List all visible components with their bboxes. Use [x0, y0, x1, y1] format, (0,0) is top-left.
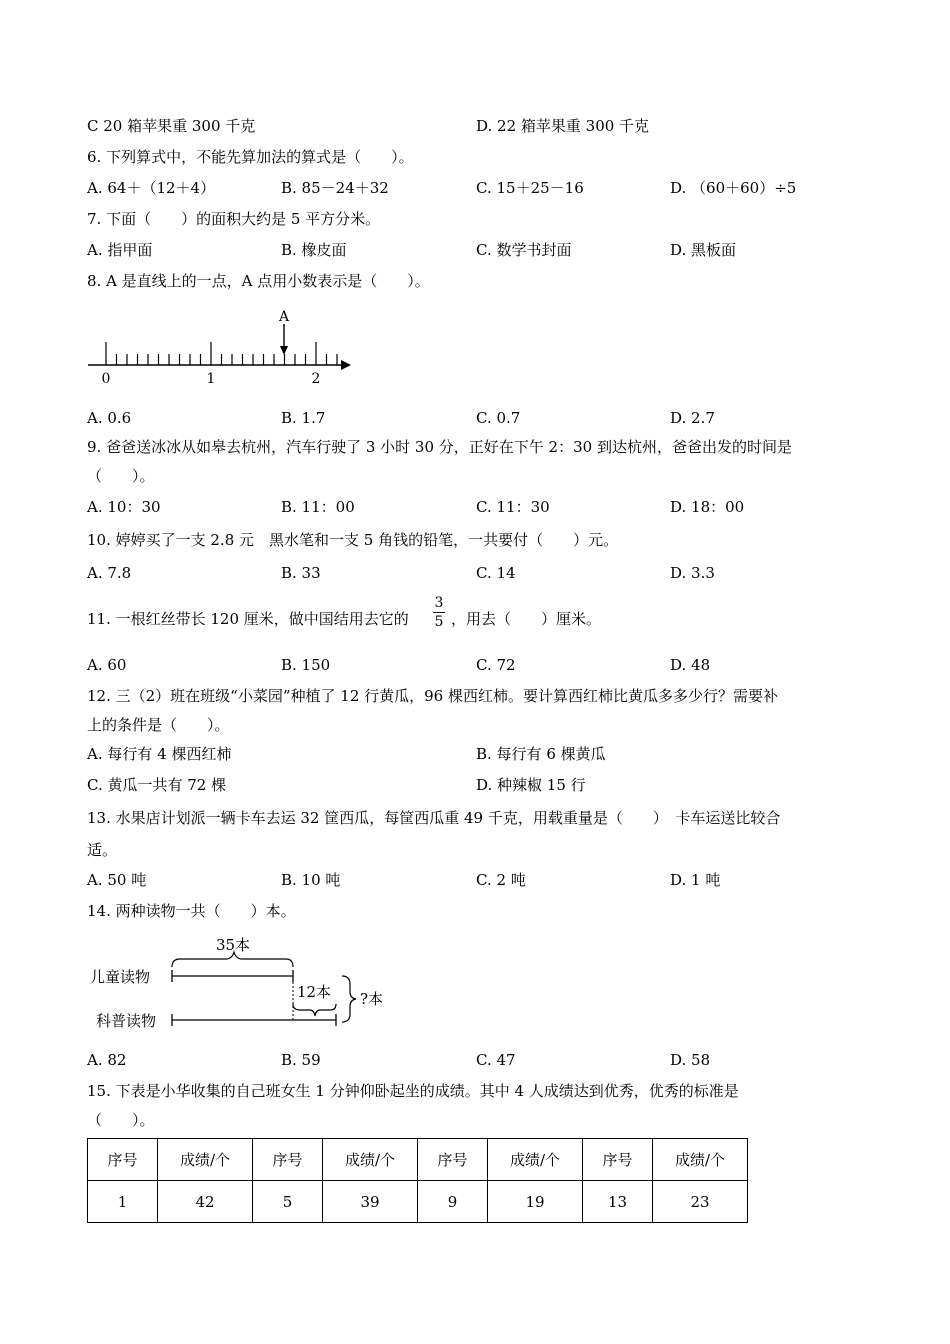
q13-option-a: A. 50 吨 [87, 871, 147, 889]
fraction-denominator: 5 [434, 614, 444, 630]
q10-option-c: C. 14 [476, 564, 516, 582]
table-row [88, 1181, 748, 1223]
q8-question: 8. A 是直线上的一点，A 点用小数表示是（ ）。 [87, 272, 430, 290]
q12-question: 12. 三（2）班在班级“小菜园”种植了 12 行黄瓜，96 棵西红柿。要计算西红柿比黄瓜多多少行？需要补 [87, 687, 778, 705]
q10-option-d: D. 3.3 [670, 564, 715, 582]
q11-fraction [432, 594, 446, 631]
q6-option-a: A. 64＋（12＋4） [87, 179, 216, 197]
table-cell: 19 [488, 1181, 583, 1223]
line-segment-diagram [90, 930, 400, 1035]
q13-option-d: D. 1 吨 [670, 871, 721, 889]
q8-option-d: D. 2.7 [670, 409, 715, 427]
number-line-marker-label: A [278, 309, 290, 325]
q6-option-d: D. （60＋60）÷5 [670, 179, 797, 197]
q15-question-cont: （ ）。 [87, 1111, 155, 1129]
q9-option-b: B. 11：00 [281, 498, 355, 516]
q11-question-part2: ，用去（ ）厘米。 [451, 610, 602, 628]
number-line-marker [278, 309, 290, 355]
table-header-cell: 序号 [253, 1139, 323, 1181]
q7-option-a: A. 指甲面 [87, 241, 153, 259]
q7-option-d: D. 黑板面 [670, 241, 737, 259]
table-cell: 13 [583, 1181, 653, 1223]
table-header-cell: 序号 [418, 1139, 488, 1181]
tick-label-0: 0 [101, 371, 111, 387]
number-line-figure [85, 302, 360, 394]
tick-label-1: 1 [206, 371, 216, 387]
brace-label-35: 35本 [215, 936, 251, 954]
q9-question: 9. 爸爸送冰冰从如皋去杭州，汽车行驶了 3 小时 30 分，正好在下午 2：30 到达杭州，爸爸出发的时间是 [87, 438, 792, 456]
table-header-cell: 序号 [583, 1139, 653, 1181]
q12-question-cont: 上的条件是（ ）。 [87, 716, 230, 734]
q6-option-c: C. 15＋25－16 [476, 179, 584, 197]
q9-option-c: C. 11：30 [476, 498, 550, 516]
q13-option-c: C. 2 吨 [476, 871, 526, 889]
number-line-ticks [106, 342, 337, 365]
q14-option-c: C. 47 [476, 1051, 516, 1069]
brace-label-12: 12本 [296, 983, 332, 1001]
q13-option-b: B. 10 吨 [281, 871, 341, 889]
q7-question: 7. 下面（ ）的面积大约是 5 平方分米。 [87, 210, 381, 228]
q7-option-b: B. 橡皮面 [281, 241, 347, 259]
q8-option-c: C. 0.7 [476, 409, 521, 427]
table-header-row [88, 1139, 748, 1181]
q5-option-c: C 20 箱苹果重 300 千克 [87, 117, 256, 135]
table-cell: 23 [653, 1181, 748, 1223]
row-label-science-books: 科普读物 [96, 1012, 157, 1030]
table-cell: 1 [88, 1181, 158, 1223]
q13-question: 13. 水果店计划派一辆卡车去运 32 筐西瓜，每筐西瓜重 49 千克，用载重量是（ ） 卡车运送比较合 [87, 809, 781, 827]
row-label-children-books: 儿童读物 [90, 968, 151, 986]
table-cell: 42 [158, 1181, 253, 1223]
q8-option-a: A. 0.6 [87, 409, 132, 427]
q14-option-a: A. 82 [87, 1051, 127, 1069]
q11-option-b: B. 150 [281, 656, 331, 674]
q12-option-b: B. 每行有 6 棵黄瓜 [476, 745, 606, 763]
q10-question: 10. 婷婷买了一支 2.8 元 黑水笔和一支 5 角钱的铅笔，一共要付（ ）元。 [87, 531, 619, 549]
total-label: ?本 [360, 990, 384, 1008]
q14-option-b: B. 59 [281, 1051, 321, 1069]
q12-option-a: A. 每行有 4 棵西红柿 [87, 745, 232, 763]
q11-option-d: D. 48 [670, 656, 711, 674]
table-header-cell: 成绩/个 [488, 1139, 583, 1181]
q9-option-d: D. 18：00 [670, 498, 745, 516]
q8-option-b: B. 1.7 [281, 409, 326, 427]
q15-question: 15. 下表是小华收集的自己班女生 1 分钟仰卧起坐的成绩。其中 4 人成绩达到优秀，优秀的标准是 [87, 1082, 739, 1100]
table-cell: 39 [323, 1181, 418, 1223]
table-header-cell: 成绩/个 [323, 1139, 418, 1181]
q13-question-cont: 适。 [87, 841, 118, 859]
total-brace [342, 976, 356, 1022]
q12-option-c: C. 黄瓜一共有 72 棵 [87, 776, 227, 794]
scores-table [87, 1138, 748, 1223]
q14-question: 14. 两种读物一共（ ）本。 [87, 902, 296, 920]
q5-option-d: D. 22 箱苹果重 300 千克 [476, 117, 650, 135]
fraction-bar [433, 612, 445, 613]
q9-option-a: A. 10：30 [87, 498, 161, 516]
table-header-cell: 序号 [88, 1139, 158, 1181]
table-header-cell: 成绩/个 [158, 1139, 253, 1181]
table-cell: 9 [418, 1181, 488, 1223]
table-cell: 5 [253, 1181, 323, 1223]
q6-question: 6. 下列算式中，不能先算加法的算式是（ ）。 [87, 148, 414, 166]
q12-option-d: D. 种辣椒 15 行 [476, 776, 586, 794]
fraction-numerator: 3 [434, 595, 444, 611]
q10-option-a: A. 7.8 [87, 564, 132, 582]
q10-option-b: B. 33 [281, 564, 321, 582]
q6-option-b: B. 85－24＋32 [281, 179, 389, 197]
q7-option-c: C. 数学书封面 [476, 241, 572, 259]
q11-option-a: A. 60 [87, 656, 127, 674]
q9-question-cont: （ ）。 [87, 467, 155, 485]
q11-option-c: C. 72 [476, 656, 516, 674]
q14-option-d: D. 58 [670, 1051, 711, 1069]
q11-question-part1: 11. 一根红丝带长 120 厘米，做中国结用去它的 [87, 610, 409, 628]
top-brace [172, 952, 293, 967]
table-header-cell: 成绩/个 [653, 1139, 748, 1181]
tick-label-2: 2 [311, 371, 321, 387]
diff-brace [293, 1004, 336, 1016]
